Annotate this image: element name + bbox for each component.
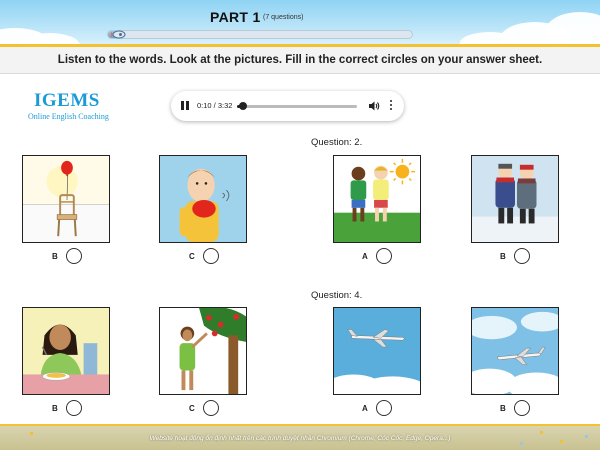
picture-balloon-chair <box>22 155 110 243</box>
option-letter: A <box>362 403 368 413</box>
option-6[interactable] <box>189 400 219 416</box>
picture-boy-balloon <box>159 155 247 243</box>
logo-subtitle: Online English Coaching <box>28 112 109 121</box>
browser-notice-text: Website hoạt động ổn định nhất trên các trình duyệt nhân Chromium (Chrome, Cốc Cốc, Edge, Opera...) <box>149 434 451 442</box>
answer-radio[interactable] <box>66 248 82 264</box>
option-letter: C <box>189 251 195 261</box>
part-title: PART 1 <box>210 9 261 25</box>
option-letter: C <box>189 403 195 413</box>
picture-plane-sky <box>333 307 421 395</box>
question-4-label: Question: 4. <box>311 290 363 301</box>
answer-radio[interactable] <box>203 400 219 416</box>
option-letter: A <box>362 251 368 261</box>
browser-notice-footer <box>0 424 600 450</box>
option-letter: B <box>500 251 506 261</box>
option-2[interactable] <box>189 248 219 264</box>
answer-radio[interactable] <box>66 400 82 416</box>
answer-radio[interactable] <box>376 400 392 416</box>
option-8[interactable] <box>500 400 530 416</box>
picture-girl-apple <box>159 307 247 395</box>
picture-boys-sunny <box>333 155 421 243</box>
rocket-icon <box>111 29 127 40</box>
answer-radio[interactable] <box>514 248 530 264</box>
audio-player <box>171 91 404 121</box>
question-2-label: Question: 2. <box>311 137 363 148</box>
instruction-text: Listen to the words. Look at the pictures. Fill in the correct circles on your answer sheet. <box>57 54 543 66</box>
option-7[interactable] <box>362 400 392 416</box>
option-letter: B <box>52 403 58 413</box>
option-letter: B <box>52 251 58 261</box>
instruction-bar <box>0 44 600 74</box>
picture-girl-soup <box>22 307 110 395</box>
answer-radio[interactable] <box>514 400 530 416</box>
logo-title: IGEMS <box>34 90 100 111</box>
audio-time: 0:10 / 3:32 <box>197 101 233 110</box>
audio-seek-handle[interactable] <box>239 102 247 110</box>
header-banner <box>0 0 600 44</box>
option-3[interactable] <box>362 248 392 264</box>
answer-radio[interactable] <box>376 248 392 264</box>
option-letter: B <box>500 403 506 413</box>
picture-plane-clouds <box>471 307 559 395</box>
volume-icon[interactable] <box>368 100 380 112</box>
part-question-count: (7 questions) <box>263 14 304 21</box>
option-5[interactable] <box>52 400 82 416</box>
audio-seek-bar[interactable] <box>237 105 357 108</box>
answer-radio[interactable] <box>203 248 219 264</box>
part-progress-bar <box>107 30 413 39</box>
more-vert-icon[interactable] <box>389 100 393 112</box>
picture-men-winter <box>471 155 559 243</box>
pause-icon[interactable] <box>181 101 189 111</box>
option-4[interactable] <box>500 248 530 264</box>
option-1[interactable] <box>52 248 82 264</box>
